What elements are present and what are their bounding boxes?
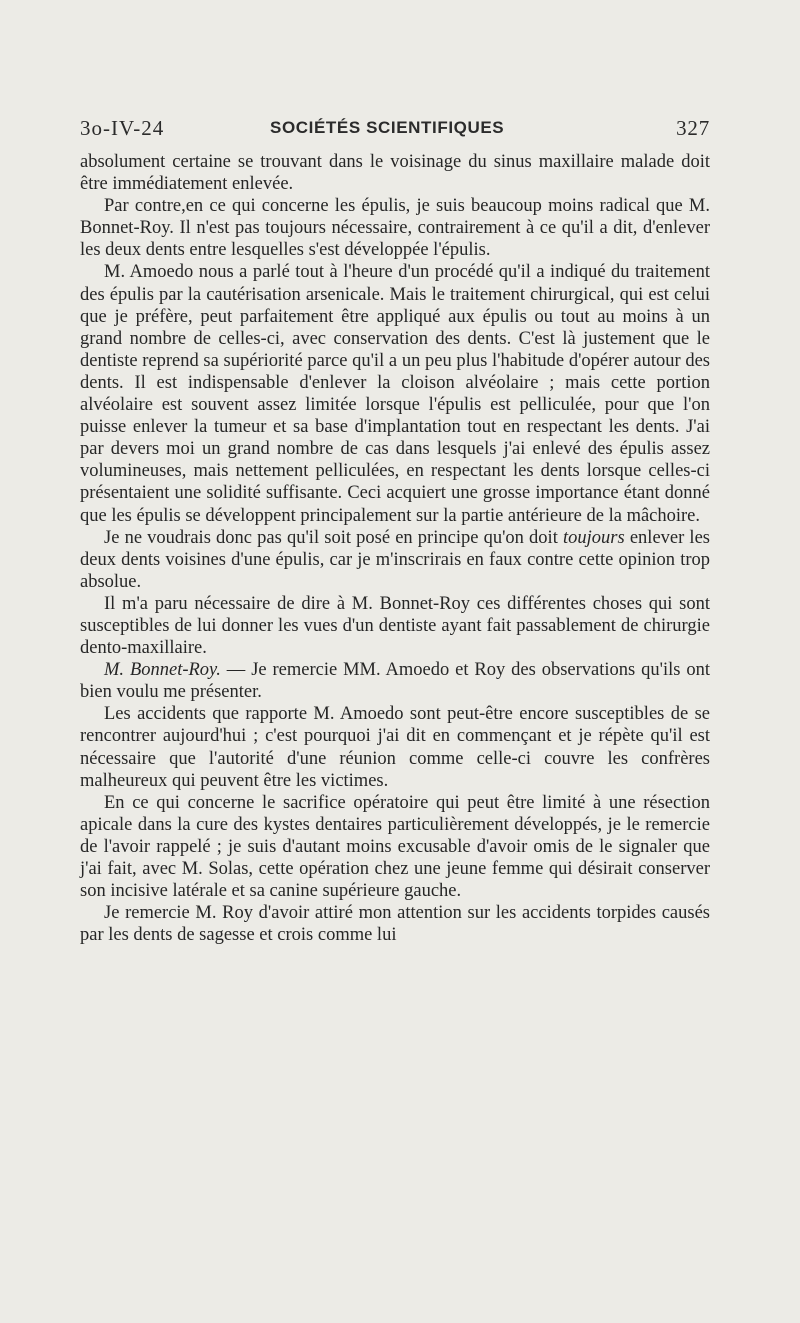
paragraph: En ce qui concerne le sacrifice opératoire qui peut être limité à une résection apicale dans la cure des kystes dentaires particulièrement développés, je le remercie de l'avoir rappelé ; je suis d'autant moins excusable d'avoir omis de le signaler que j'ai fait, avec M. Solas, cette opération chez une jeune femme qui désirait conserver son incisive latérale et sa canine supérieure gauche. [80,792,710,902]
paragraph [80,527,710,593]
page-number: 327 [676,116,710,140]
paragraph-text: Je ne voudrais donc pas qu'il soit posé en principe qu'on doit [104,527,563,548]
header-date: 3o-IV-24 [80,116,165,140]
paragraph-text: enlever les deux dents voisines d'une épulis, car je m'inscrirais en faux contre cette opinion trop absolue. [80,527,710,592]
paragraph-text: — Je remercie MM. Amoedo et Roy des observations qu'ils ont bien voulu me présenter. [80,660,710,703]
paragraph: Par contre,en ce qui concerne les épulis, je suis beaucoup moins radical que M. Bonnet-Roy. Il n'est pas toujours nécessaire, contrairement à ce qu'il a dit, d'enlever les deux dents entre lesquelles s'est développée l'épulis. [80,196,710,261]
paragraph: Je remercie M. Roy d'avoir attiré mon attention sur les accidents torpides causés par les dents de sagesse et crois comme lui [80,903,710,946]
speaker-name: M. Bonnet-Roy. [104,660,221,681]
paragraph: absolument certaine se trouvant dans le voisinage du sinus maxillaire malade doit être immédiatement enlevée. [80,152,710,195]
emphasis-text: toujours [563,527,625,548]
header-section-title: SOCIÉTÉS SCIENTIFIQUES [270,118,505,137]
body-text [80,151,710,946]
paragraph: Les accidents que rapporte M. Amoedo sont peut-être encore susceptibles de se rencontrer aujourd'hui ; c'est pourquoi j'ai dit en commençant et je répète qu'il est nécessaire que l'autorité d'une réunion comme celle-ci couvre les confrères malheureux qui peuvent être les victimes. [80,704,710,791]
paragraph: Il m'a paru nécessaire de dire à M. Bonnet-Roy ces différentes choses qui sont susceptibles de lui donner les vues d'un dentiste ayant fait passablement de chirurgie dento-maxillaire. [80,593,710,659]
running-header [80,116,710,146]
paragraph [80,659,710,703]
paragraph: M. Amoedo nous a parlé tout à l'heure d'un procédé qu'il a indiqué du traitement des épulis par la cautérisation arsenicale. Mais le traitement chirurgical, qui est celui que je préfère, peut parfaitement être appliqué aux épulis ou tout au moins à un grand nombre de celles-ci, avec conservation des dents. C'est là justement que le dentiste reprend sa supériorité parce qu'il a un peu plus l'habitude d'opérer autour des dents. Il est indispensable d'enlever la cloison alvéolaire ; mais cette portion alvéolaire est souvent assez limitée lorsque l'épulis est pelliculée, pour que l'on puisse enlever la tumeur et sa base d'implantation tout en respectant les dents. J'ai par devers moi un grand nombre de cas dans lesquels j'ai enlevé des épulis assez volumineuses, mais nettement pelliculées, en respectant les dents lorsque celles-ci présentaient une solidité suffisante. Ceci acquiert une grosse importance étant donné que les épulis se développent principalement sur la partie antérieure de la mâchoire. [80,262,710,526]
